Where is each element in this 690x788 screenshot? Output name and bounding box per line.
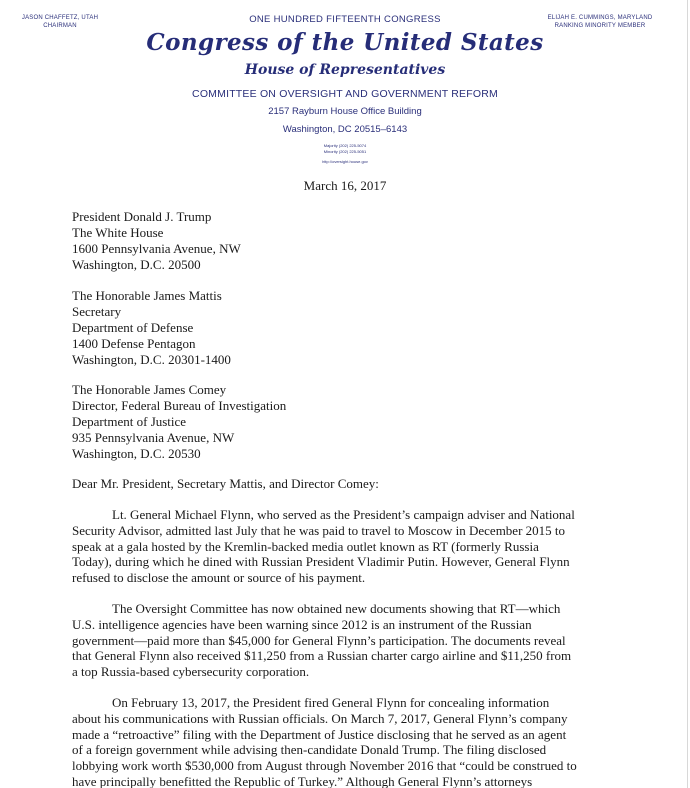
addressee-mattis — [72, 288, 231, 368]
paragraph-line: refused to disclose the amount or source of his payment. — [72, 570, 366, 586]
address-line: Washington, D.C. 20530 — [72, 446, 201, 461]
paragraph-line: Today), during which he dined with Russian President Vladimir Putin. However, General Flynn — [72, 554, 570, 570]
paragraph-line: made a “retroactive” filing with the Department of Justice disclosing that he served as an agent — [72, 726, 567, 742]
address-line: Department of Defense — [72, 320, 194, 335]
majority-phone: Majority (202) 225-5074 — [323, 143, 367, 148]
congress-number: ONE HUNDRED FIFTEENTH CONGRESS — [249, 14, 441, 25]
chairman-title: CHAIRMAN — [43, 23, 77, 29]
address-line: Department of Justice — [72, 414, 187, 429]
paragraph-line: Security Advisor, admitted last July that he was paid to travel to Moscow in December 2015 to — [72, 522, 566, 538]
paragraph-line: lobbying work worth $530,000 from August through November 2016 that “could be construed to — [72, 758, 577, 774]
letter-date: March 16, 2017 — [303, 178, 387, 193]
salutation: Dear Mr. President, Secretary Mattis, and Director Comey: — [72, 476, 379, 491]
office-city: Washington, DC 20515–6143 — [282, 124, 408, 135]
page-edge — [687, 0, 688, 788]
address-line: 935 Pennsylvania Avenue, NW — [72, 430, 235, 445]
address-line: The Honorable James Comey — [72, 382, 227, 397]
chairman-name: JASON CHAFFETZ, UTAH — [21, 15, 99, 21]
paragraph-line: The Oversight Committee has now obtained new documents showing that RT—which — [112, 601, 561, 616]
paragraph-line: U.S. intelligence agencies have been warning since 2012 is an instrument of the Russian — [72, 616, 532, 632]
minority-phone: Minority (202) 225-5051 — [323, 149, 367, 154]
addressee-president — [72, 209, 241, 273]
paragraph-line: about his communications with Russian officials. On March 7, 2017, General Flynn’s company — [72, 710, 568, 726]
paragraph-line: speak at a gala hosted by the Kremlin-backed media outlet known as RT (formerly Russia — [72, 538, 539, 554]
body-paragraph-1 — [72, 507, 632, 586]
letterhead-title: Congress of the United States — [146, 29, 544, 56]
address-line: Washington, D.C. 20500 — [72, 257, 201, 272]
address-line: 1400 Defense Pentagon — [72, 336, 196, 351]
paragraph-line: government—paid more than $45,000 for General Flynn’s participation. The documents reveal — [72, 632, 566, 648]
committee-name: COMMITTEE ON OVERSIGHT AND GOVERNMENT REFORM — [192, 88, 498, 100]
address-line: 1600 Pennsylvania Avenue, NW — [72, 241, 241, 256]
body-paragraph-3 — [72, 695, 632, 788]
paragraph-line: of a foreign government while advising then-candidate Donald Trump. The filing disclosed — [72, 742, 547, 758]
ranking-member-title: RANKING MINORITY MEMBER — [554, 23, 646, 29]
address-line: The Honorable James Mattis — [72, 288, 222, 303]
paragraph-line: On February 13, 2017, the President fired General Flynn for concealing information — [112, 695, 550, 710]
address-line: Director, Federal Bureau of Investigation — [72, 398, 287, 413]
address-line: President Donald J. Trump — [72, 209, 212, 224]
paragraph-line: have principally benefitted the Republic of Turkey.” Although General Flynn’s attorneys — [72, 773, 533, 788]
body-paragraph-2 — [72, 601, 632, 680]
phone-numbers — [0, 143, 690, 155]
addressee-comey — [72, 382, 286, 462]
office-address: 2157 Rayburn House Office Building — [268, 106, 422, 117]
letterhead-house: House of Representatives — [244, 62, 446, 78]
website: http://oversight.house.gov — [322, 159, 368, 164]
paragraph-line: that General Flynn also received $11,250 from a Russian charter cargo airline and $11,250 from — [72, 648, 572, 664]
paragraph-line: Lt. General Michael Flynn, who served as the President’s campaign adviser and National — [112, 507, 575, 522]
address-line: The White House — [72, 225, 164, 240]
address-line: Washington, D.C. 20301-1400 — [72, 352, 231, 367]
address-line: Secretary — [72, 304, 122, 319]
paragraph-line: a top Russia-based cybersecurity corporation. — [72, 664, 310, 680]
ranking-member-name: ELIJAH E. CUMMINGS, MARYLAND — [547, 15, 653, 21]
